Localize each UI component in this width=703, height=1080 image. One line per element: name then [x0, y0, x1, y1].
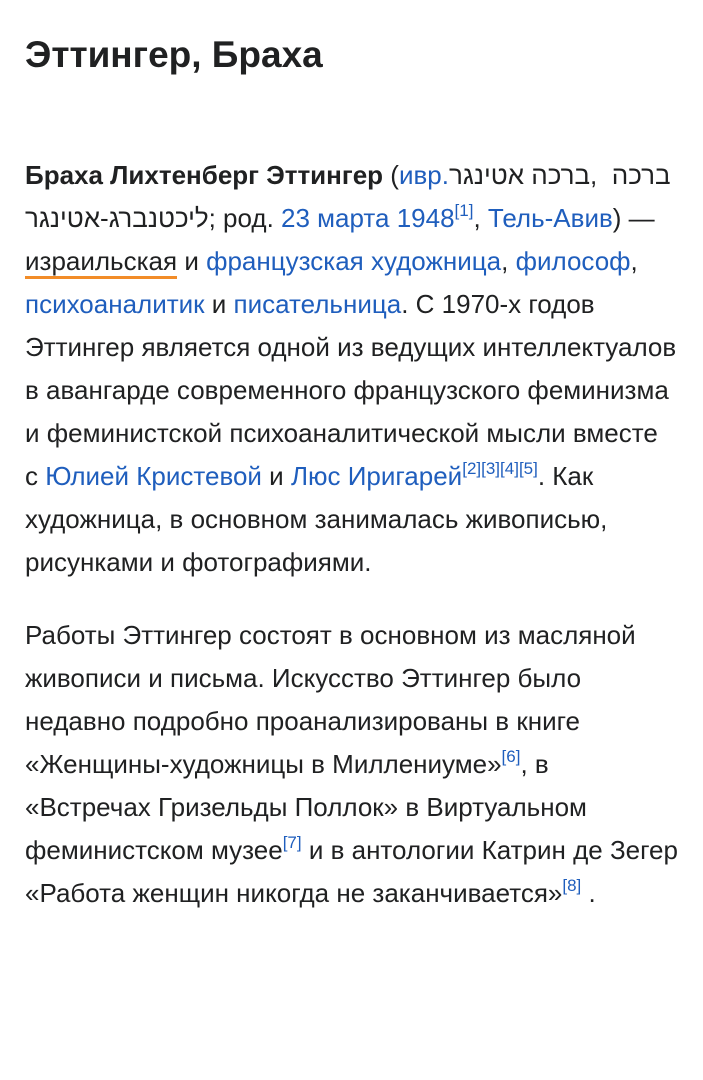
- hebrew-name-2: ברכה ליכטנברג-אטינגר: [25, 160, 671, 233]
- ref-6[interactable]: [6]: [501, 747, 521, 766]
- text: . С 1970-х годов Эттингер является одной из ведущих интеллектуалов в авангарде современного французского феминизма и феминистской психоаналитической мысли вместе с: [25, 289, 677, 491]
- text: и в антологии Катрин де Зегер «Работа женщин никогда не заканчивается»: [25, 835, 678, 908]
- text: ,: [501, 246, 516, 276]
- text: . Как художница, в основном занималась живописью, рисунками и фотографиями.: [25, 461, 608, 577]
- link-tel-aviv[interactable]: Тель-Авив: [487, 203, 613, 233]
- text: ,: [473, 203, 488, 233]
- link-french[interactable]: французская: [206, 246, 364, 276]
- text: и: [177, 246, 207, 276]
- text: ,: [630, 246, 638, 276]
- ref-7[interactable]: [7]: [282, 833, 302, 852]
- page-title: Эттингер, Браха: [25, 34, 323, 75]
- text: , в «Встречах Гризельды Поллок» в Виртуальном феминистском музее: [25, 749, 587, 865]
- link-kristeva[interactable]: Юлией Кристевой: [45, 461, 262, 491]
- text: ) —: [612, 203, 655, 233]
- paragraph-works: [25, 614, 678, 915]
- ref-2[interactable]: [2]: [462, 459, 482, 478]
- text: Работы Эттингер состоят в основном из масляной живописи и письма. Искусство Эттингер было недавно подробно проанализированы в книге «Женщины-художницы в Миллениуме»: [25, 620, 636, 779]
- text: ; род.: [208, 203, 282, 233]
- link-philosopher[interactable]: философ: [515, 246, 631, 276]
- text: и: [261, 461, 291, 491]
- text: .: [581, 878, 596, 908]
- subject-name: Браха Лихтенберг Эттингер: [25, 160, 384, 190]
- ref-4[interactable]: [4]: [500, 459, 519, 478]
- link-birth-date[interactable]: 23 марта 1948: [281, 203, 455, 233]
- paragraph-intro: [25, 154, 678, 584]
- text: и: [204, 289, 234, 319]
- link-psychoanalyst[interactable]: психоаналитик: [25, 289, 205, 319]
- ref-3[interactable]: [3]: [481, 459, 501, 478]
- link-israeli[interactable]: израильская: [25, 246, 177, 279]
- ref-5[interactable]: [5]: [518, 459, 538, 478]
- link-irigaray[interactable]: Люс Иригарей: [290, 461, 463, 491]
- link-writer[interactable]: писательница: [233, 289, 402, 319]
- ref-8[interactable]: [8]: [562, 876, 582, 895]
- ref-1[interactable]: [1]: [454, 201, 474, 220]
- hebrew-name-1: ,ברכה אטינגר: [448, 160, 605, 190]
- text: (: [383, 160, 399, 190]
- link-hebrew[interactable]: ивр.: [398, 160, 449, 190]
- link-artist[interactable]: художница: [371, 246, 502, 276]
